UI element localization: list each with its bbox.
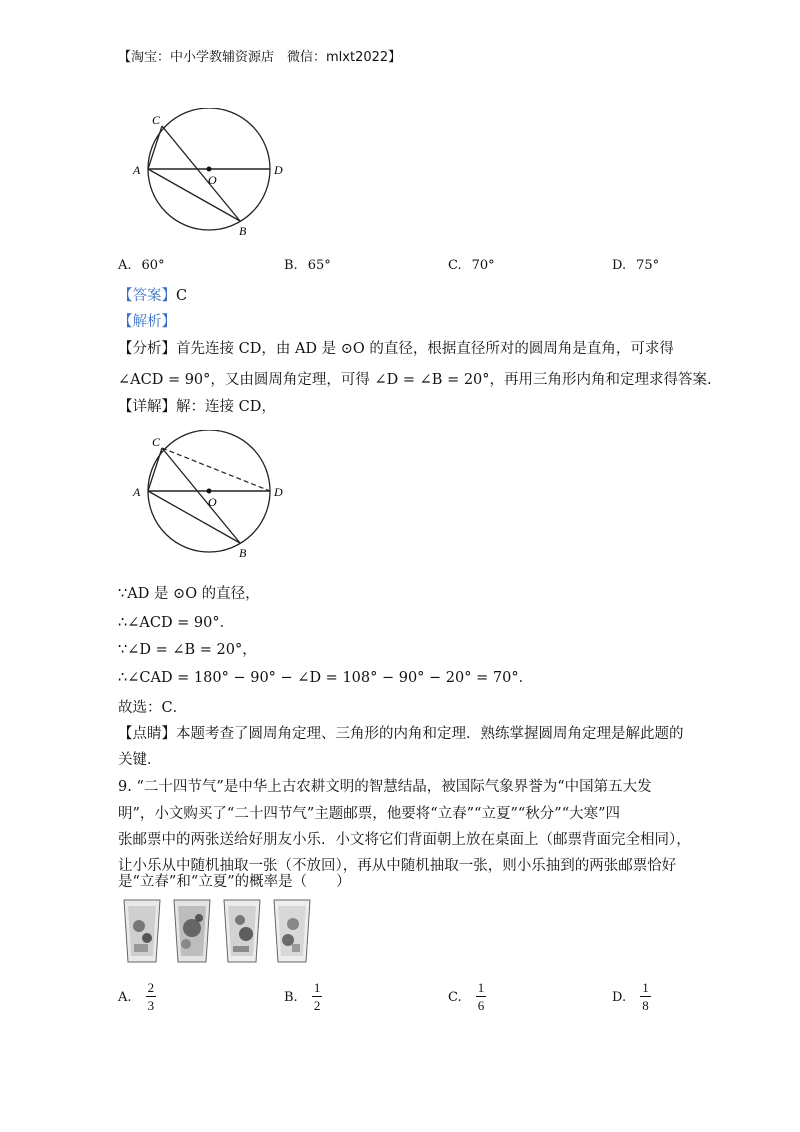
label-b: B	[239, 546, 247, 560]
q9-option-b[interactable]: B. $\frac{1}{2}$	[284, 980, 321, 1013]
step-2: ∴∠ACD = 90°．	[118, 615, 235, 631]
answer-value: C	[176, 288, 188, 304]
stamp-lixia-image	[172, 898, 212, 964]
label-b: B	[239, 224, 247, 238]
label-a: A	[133, 485, 141, 499]
q8-option-c[interactable]: C. 70°	[448, 258, 495, 273]
step-1: ∵AD 是 ⊙O 的直径，	[118, 586, 260, 602]
q8-option-b[interactable]: B. 65°	[284, 258, 331, 273]
chord-ac	[148, 126, 162, 169]
xiangjie-line: 【详解】解：连接 CD，	[118, 399, 276, 415]
chord-ab	[148, 169, 240, 221]
label-d: D	[274, 485, 283, 499]
page-header: 【淘宝：中小学教辅资源店 微信：mlxt2022】	[118, 50, 402, 65]
fraction-a: $\frac{2}{3}$	[147, 980, 155, 1013]
stamp-dahan-image	[272, 898, 312, 964]
label-d: D	[274, 163, 283, 177]
fenxi-line-1: 【分析】首先连接 CD，由 AD 是 ⊙O 的直径，根据直径所对的圆周角是直角，可求得	[118, 341, 674, 357]
q9-option-a[interactable]: A. $\frac{2}{3}$	[118, 980, 155, 1013]
fraction-c: $\frac{1}{6}$	[477, 980, 485, 1013]
q9-line-1: 9. “二十四节气”是中华上古农耕文明的智慧结晶，被国际气象界誉为“中国第五大发	[118, 779, 652, 795]
answer-line	[118, 284, 187, 305]
step-3: ∵∠D = ∠B = 20°，	[118, 642, 257, 658]
analysis-tag: 【解析】	[118, 314, 176, 330]
choice-line: 故选：C．	[118, 700, 188, 716]
q8-option-a[interactable]: A. 60°	[118, 258, 165, 273]
q9-option-c[interactable]: C. $\frac{1}{6}$	[448, 980, 485, 1013]
center-dot	[207, 489, 212, 494]
q8-option-d[interactable]: D. 75°	[612, 258, 660, 273]
fenxi-line-2: ∠ACD = 90°，又由圆周角定理，可得 ∠D = ∠B = 20°，再用三角形内角和定理求得答案.	[118, 372, 712, 388]
chord-cb	[162, 448, 240, 543]
stamp-lichun-image	[122, 898, 162, 964]
dianjing-line-1: 【点睛】本题考查了圆周角定理、三角形的内角和定理．熟练掌握圆周角定理是解此题的	[118, 726, 684, 742]
xiangjie-tag: 【详解】	[118, 399, 176, 415]
label-c: C	[152, 113, 161, 127]
fraction-b: $\frac{1}{2}$	[313, 980, 321, 1013]
label-c: C	[152, 435, 161, 449]
answer-tag: 【答案】	[118, 288, 176, 304]
chord-ab	[148, 491, 240, 543]
dashed-cd	[162, 448, 270, 491]
q9-option-d[interactable]: D. $\frac{1}{8}$	[612, 980, 649, 1013]
dianjing-tag: 【点睛】	[118, 726, 176, 742]
label-o: O	[208, 495, 217, 509]
circle-figure-1	[128, 108, 298, 238]
label-o: O	[208, 173, 217, 187]
fenxi-tag: 【分析】	[118, 341, 176, 357]
circle-figure-2	[128, 430, 298, 560]
chord-ac	[148, 448, 162, 491]
stamp-qiufen-image	[222, 898, 262, 964]
step-4: ∴∠CAD = 180° − 90° − ∠D = 108° − 90° − 20° = 70°．	[118, 670, 534, 686]
q9-line-5: 是“立春”和“立夏”的概率是（ ）	[118, 874, 351, 890]
q9-line-2: 明”，小文购买了“二十四节气”主题邮票，他要将“立春”“立夏”“秋分”“大寒”四	[118, 806, 621, 822]
q9-line-3: 张邮票中的两张送给好朋友小乐．小文将它们背面朝上放在桌面上（邮票背面完全相同），	[118, 832, 691, 848]
center-dot	[207, 167, 212, 172]
dianjing-line-2: 关键．	[118, 752, 162, 768]
fraction-d: $\frac{1}{8}$	[642, 980, 649, 1013]
chord-cb	[162, 126, 240, 221]
label-a: A	[133, 163, 141, 177]
q9-line-4: 让小乐从中随机抽取一张（不放回），再从中随机抽取一张，则小乐抽到的两张邮票恰好	[118, 858, 677, 874]
